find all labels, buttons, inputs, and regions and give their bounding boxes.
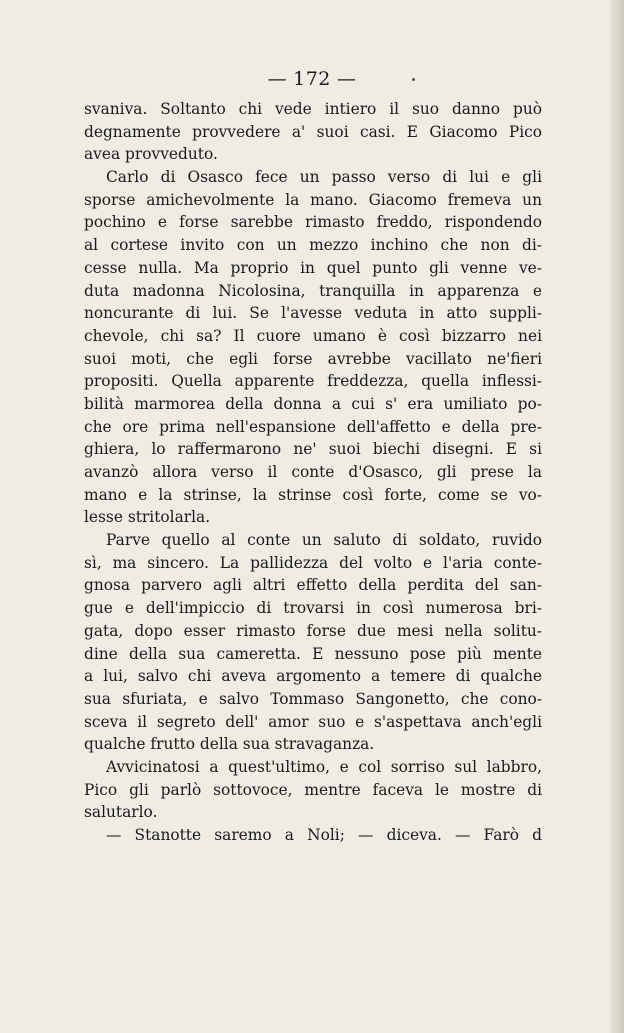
text-line: a lui, salvo chi aveva argomento a temere di qualche bbox=[84, 667, 542, 686]
paragraph bbox=[84, 824, 542, 847]
text-line: avanzò allora verso il conte d'Osasco, gli prese la bbox=[84, 463, 542, 481]
paragraph bbox=[84, 98, 542, 166]
text-line: Pico gli parlò sottovoce, mentre faceva le mostre di bbox=[84, 780, 542, 799]
text-line: degnamente provvedere a' suoi casi. E Giacomo Pico bbox=[84, 122, 542, 141]
text-line: cesse nulla. Ma proprio in quel punto gli venne ve- bbox=[84, 258, 542, 277]
text-line: gata, dopo esser rimasto forse due mesi nella solitu- bbox=[84, 621, 542, 640]
text-line: gue e dell'impiccio di trovarsi in così numerosa bri- bbox=[84, 599, 542, 618]
text-line: gnosa parvero agli altri effetto della perdita del san- bbox=[84, 576, 542, 595]
text-line: chevole, chi sa? Il cuore umano è così bizzarro nei bbox=[84, 326, 542, 345]
paragraph bbox=[84, 166, 542, 529]
text-line: suoi moti, che egli forse avrebbe vacillato ne'fieri bbox=[84, 349, 542, 368]
text-line: sceva il segreto dell' amor suo e s'aspettava anch'egli bbox=[84, 712, 542, 731]
text-line: — Stanotte saremo a Noli; — diceva. — Farò d bbox=[106, 826, 542, 844]
text-line: ghiera, lo raffermarono ne' suoi biechi disegni. E si bbox=[84, 440, 542, 459]
text-line: al cortese invito con un mezzo inchino che non di- bbox=[84, 236, 542, 255]
text-line: che ore prima nell'espansione dell'affetto e della pre- bbox=[84, 417, 542, 436]
text-line: Parve quello al conte un saluto di soldato, ruvido bbox=[106, 531, 542, 550]
text-line: duta madonna Nicolosina, tranquilla in apparenza e bbox=[84, 281, 542, 300]
text-line: sporse amichevolmente la mano. Giacomo fremeva un bbox=[84, 190, 542, 209]
page-number: 172 bbox=[293, 68, 331, 90]
text-line: sua sfuriata, e salvo Tommaso Sangonetto, che cono- bbox=[84, 689, 542, 708]
text-line: svaniva. Soltanto chi vede intiero il suo danno può bbox=[84, 100, 542, 118]
text-line: pochino e forse sarebbe rimasto freddo, rispondendo bbox=[84, 213, 542, 232]
body-text bbox=[84, 98, 542, 847]
text-line: Avvicinatosi a quest'ultimo, e col sorriso sul labbro, bbox=[106, 757, 542, 776]
text-line: qualche frutto della sua stravaganza. bbox=[84, 735, 375, 754]
text-line: Carlo di Osasco fece un passo verso di lui e gli bbox=[106, 168, 542, 187]
text-line: bilità marmorea della donna a cui s' era umiliato po- bbox=[84, 394, 542, 413]
text-line: dine della sua cameretta. E nessuno pose più mente bbox=[84, 644, 542, 663]
text-line: lesse stritolarla. bbox=[84, 508, 211, 527]
text-line: salutarlo. bbox=[84, 803, 158, 822]
paragraph bbox=[84, 529, 542, 756]
text-line: sì, ma sincero. La pallidezza del volto e l'aria conte- bbox=[84, 553, 542, 572]
print-speck bbox=[412, 78, 415, 81]
text-line: mano e la strinse, la strinse così forte, come se vo- bbox=[84, 485, 542, 504]
page-edge-shadow bbox=[610, 0, 624, 1033]
text-line: avea provveduto. bbox=[84, 145, 218, 164]
text-line: propositi. Quella apparente freddezza, quella inflessi- bbox=[84, 372, 542, 391]
paragraph bbox=[84, 756, 542, 824]
text-line: noncurante di lui. Se l'avesse veduta in atto suppli- bbox=[84, 304, 542, 323]
page-header: — 172 — bbox=[267, 68, 357, 90]
